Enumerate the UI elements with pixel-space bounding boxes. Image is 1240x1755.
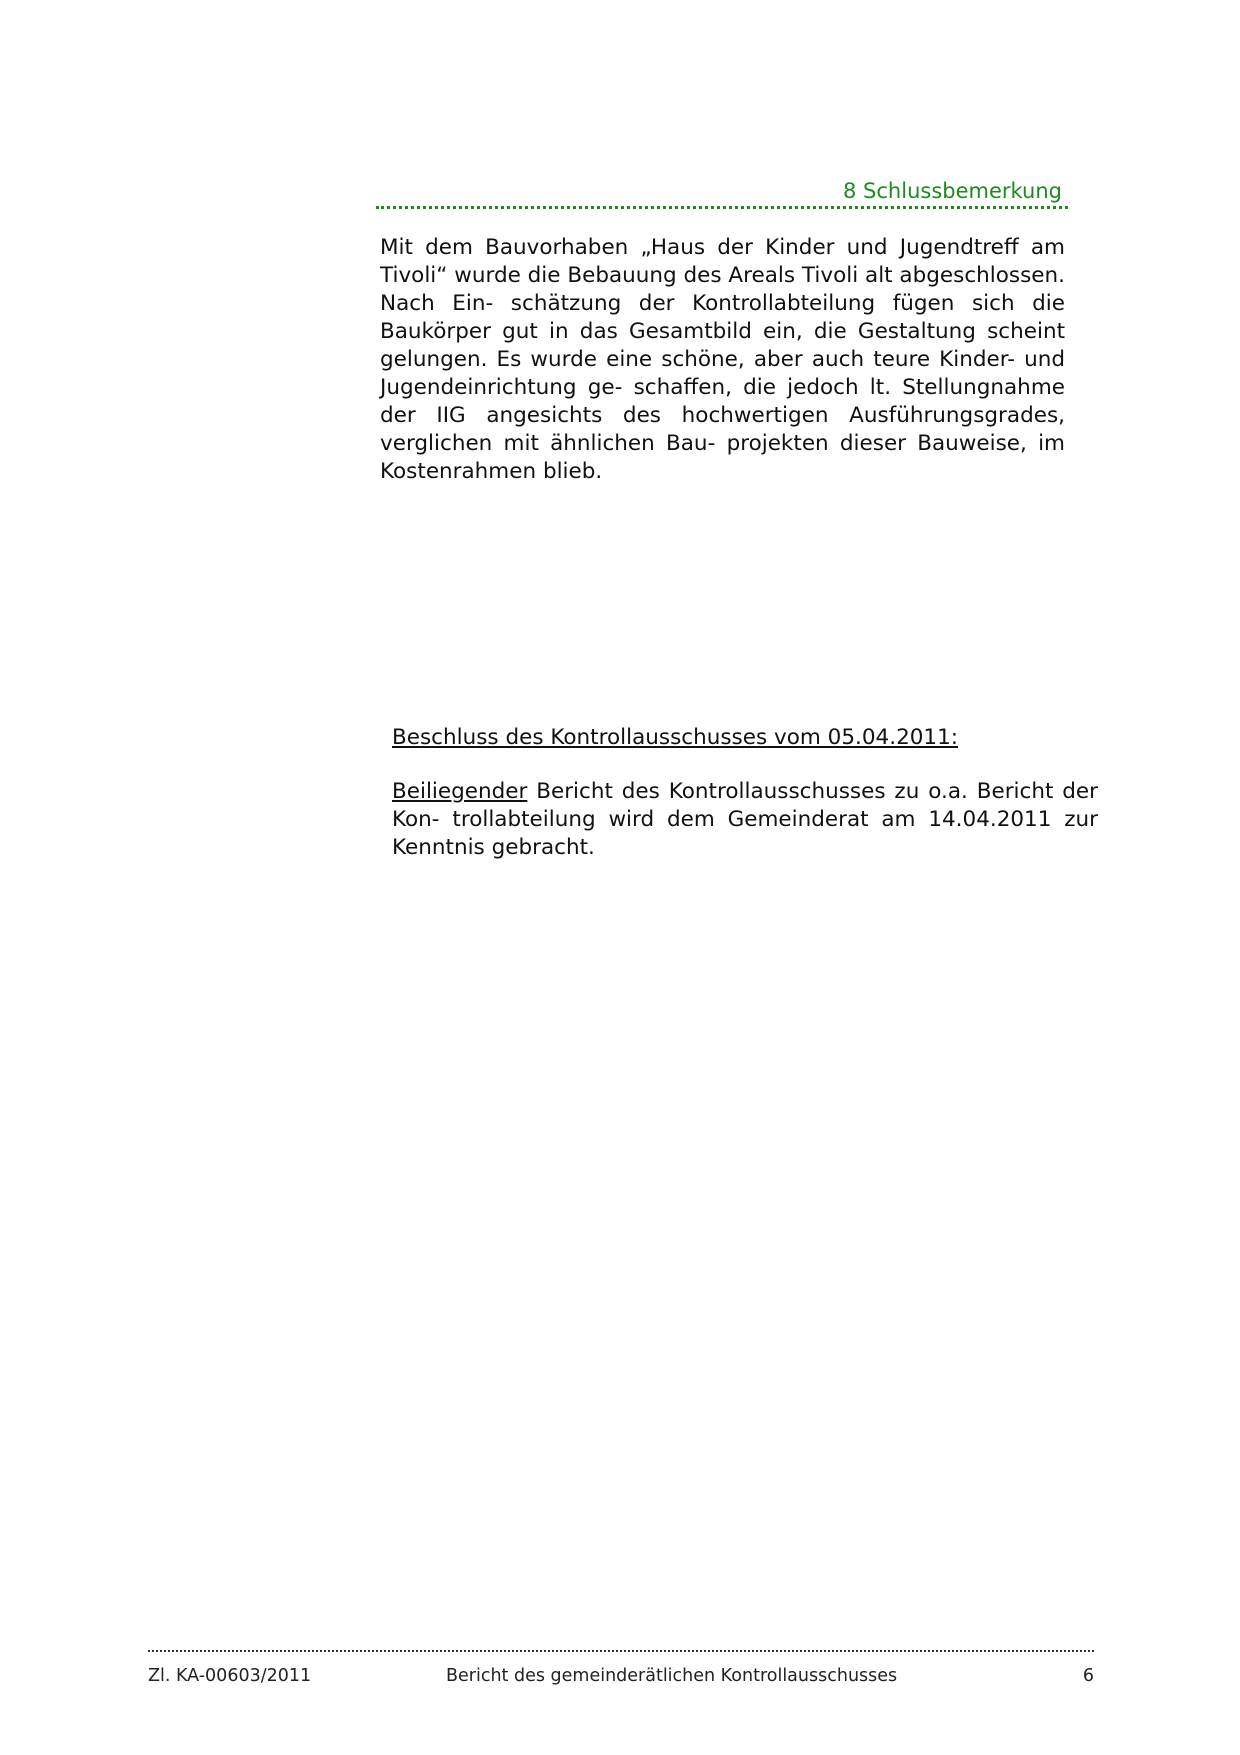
decision-title: Beschluss des Kontrollausschusses vom 05.04.2011:	[392, 725, 959, 750]
paragraph-line: schätzung der Kontrollabteilung fügen sich die Baukörper gut in	[380, 291, 1065, 344]
footer-title: Bericht des gemeinderätlichen Kontrollausschusses	[446, 1666, 898, 1686]
paragraph-line: schaffen, die jedoch lt. Stellungnahme der IIG angesichts des	[380, 375, 1065, 428]
section-heading: 8 Schlussbemerkung	[843, 179, 1062, 203]
section-divider	[376, 206, 1068, 209]
decision-line: Bericht des Kontrollausschusses zu o.a. Bericht der Kon-	[392, 779, 1098, 832]
decision-lead-word: Beiliegender	[392, 779, 528, 804]
paragraph-line: projekten dieser Bauweise, im Kostenrahmen blieb.	[380, 431, 1065, 484]
decision-line: gebracht.	[491, 835, 595, 860]
footer-reference: Zl. KA-00603/2011	[148, 1666, 312, 1686]
paragraph-line: wurde die Bebauung des Areals Tivoli alt abgeschlossen. Nach Ein-	[380, 263, 1065, 316]
paragraph-line: hochwertigen Ausführungsgrades, verglichen mit ähnlichen Bau-	[380, 403, 1065, 456]
footer-divider	[148, 1650, 1094, 1652]
paragraph-line: Mit dem Bauvorhaben „Haus der Kinder und Jugendtreff am Tivoli“	[380, 235, 1065, 288]
decision-line: trollabteilung wird dem Gemeinderat am 14.04.2011 zur Kenntnis	[392, 807, 1098, 860]
page-number: 6	[1082, 1666, 1094, 1686]
decision-paragraph	[392, 778, 1098, 862]
conclusion-paragraph	[380, 234, 1065, 486]
paragraph-line: eine schöne, aber auch teure Kinder- und Jugendeinrichtung ge-	[380, 347, 1065, 400]
paragraph-line: das Gesamtbild ein, die Gestaltung scheint gelungen. Es wurde	[380, 319, 1065, 372]
